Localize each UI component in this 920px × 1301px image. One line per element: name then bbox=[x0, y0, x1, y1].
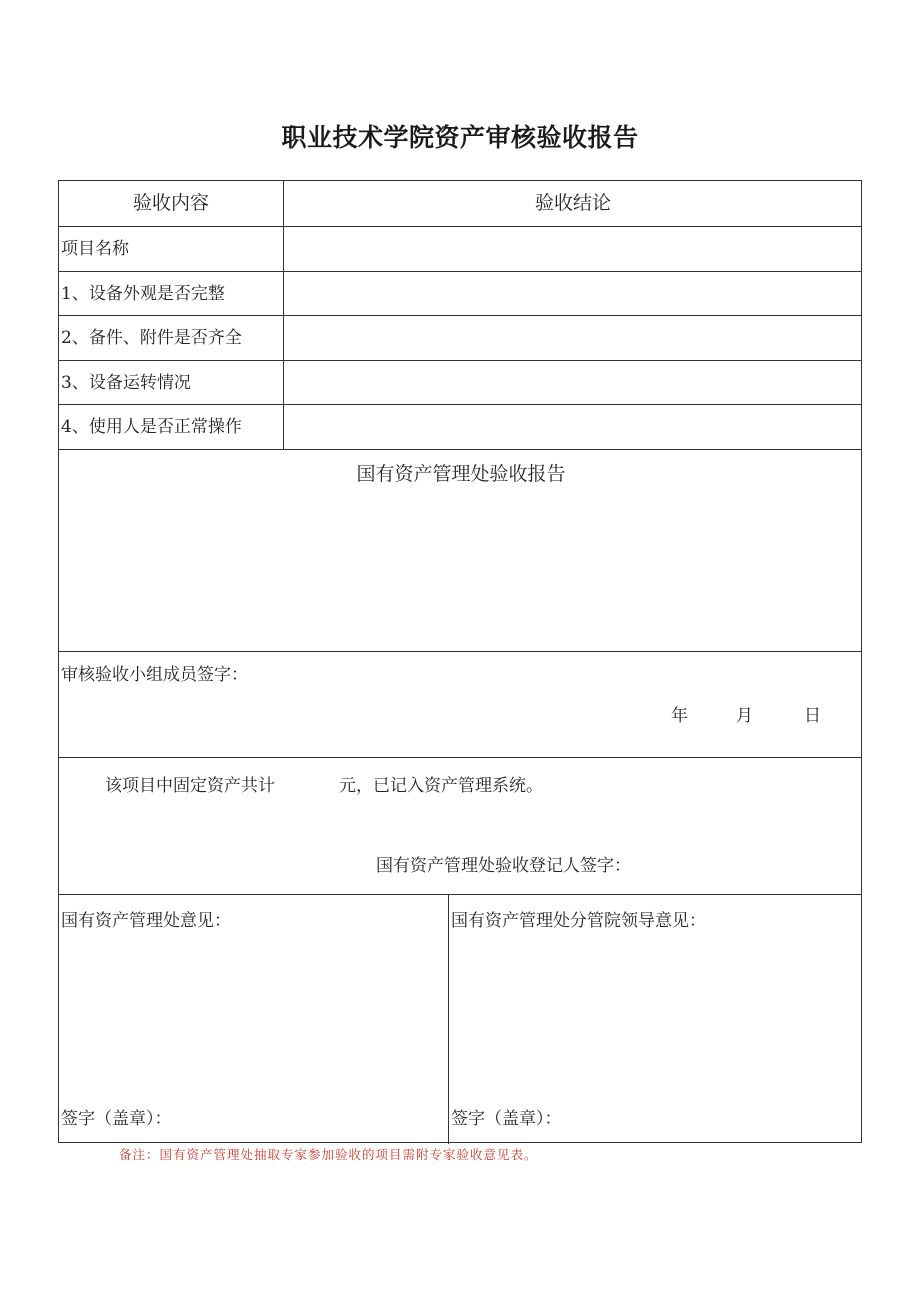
row-divider bbox=[59, 757, 861, 758]
column-divider bbox=[448, 894, 449, 1144]
row-label-user-operation: 4、使用人是否正常操作 bbox=[61, 417, 242, 437]
row-label-appearance: 1、设备外观是否完整 bbox=[61, 284, 225, 304]
asset-total-text: 该项目中固定资产共计 bbox=[105, 776, 275, 796]
asset-office-sign-label: 签字（盖章）： bbox=[61, 1109, 172, 1129]
date-month-label: 月 bbox=[736, 706, 753, 726]
footnote: 备注：国有资产管理处抽取专家参加验收的项目需附专家验收意见表。 bbox=[119, 1147, 538, 1162]
asset-recorded-text: 元，已记入资产管理系统。 bbox=[339, 776, 543, 796]
row-label-project-name: 项目名称 bbox=[61, 239, 129, 259]
page-title: 职业技术学院资产审核验收报告 bbox=[281, 123, 639, 152]
column-divider bbox=[283, 181, 284, 449]
row-divider bbox=[59, 651, 861, 652]
report-section-title: 国有资产管理处验收报告 bbox=[356, 463, 566, 485]
date-day-label: 日 bbox=[804, 706, 821, 726]
row-label-operation: 3、设备运转情况 bbox=[61, 373, 191, 393]
row-divider bbox=[59, 404, 861, 405]
row-divider bbox=[59, 226, 861, 227]
header-content-col: 验收内容 bbox=[132, 192, 209, 214]
row-divider bbox=[59, 360, 861, 361]
row-label-accessories: 2、备件、附件是否齐全 bbox=[61, 328, 242, 348]
row-divider bbox=[59, 894, 861, 895]
asset-office-opinion-label: 国有资产管理处意见： bbox=[61, 911, 231, 931]
acceptance-form-table bbox=[58, 180, 862, 1143]
date-year-label: 年 bbox=[671, 706, 688, 726]
row-divider bbox=[59, 449, 861, 450]
registrar-signature-label: 国有资产管理处验收登记人签字： bbox=[376, 856, 631, 876]
team-signature-label: 审核验收小组成员签字： bbox=[61, 665, 248, 685]
row-divider bbox=[59, 271, 861, 272]
leader-sign-label: 签字（盖章）： bbox=[451, 1109, 562, 1129]
header-conclusion-col: 验收结论 bbox=[534, 192, 611, 214]
row-divider bbox=[59, 315, 861, 316]
leader-opinion-label: 国有资产管理处分管院领导意见： bbox=[451, 911, 706, 931]
